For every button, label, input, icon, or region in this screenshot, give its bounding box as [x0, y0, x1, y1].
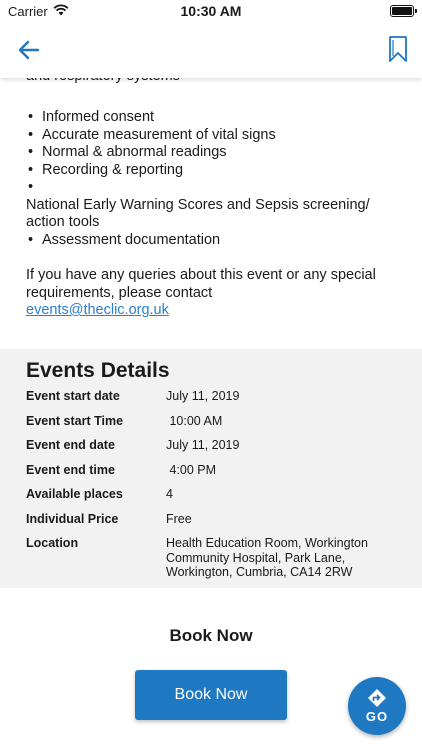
detail-row-location: [26, 536, 396, 580]
go-label: GO: [365, 709, 389, 724]
detail-row-end-date: [26, 438, 396, 463]
nav-bar: [0, 22, 422, 78]
events-details-section: [0, 349, 422, 588]
detail-value: 4:00 PM: [166, 462, 217, 477]
queries-text: If you have any queries about this event or any special requirements, please contact events@theclic.org.uk: [26, 267, 376, 318]
status-bar: [0, 0, 422, 22]
detail-label: Event start Time: [26, 413, 124, 428]
detail-row-start-date: [26, 389, 396, 414]
description-text: [0, 68, 422, 320]
email-link[interactable]: events@theclic.org.uk: [26, 302, 169, 318]
bullet-list: [26, 109, 396, 197]
list-item: • Normal & abnormal readings: [28, 144, 227, 160]
directions-icon: [367, 688, 387, 708]
status-left: [8, 4, 69, 19]
detail-label: Location: [26, 536, 79, 550]
list-item: • Informed consent: [28, 109, 155, 125]
book-now-title: Book Now: [169, 626, 253, 645]
detail-row-individual-price: [26, 512, 396, 537]
detail-value: July 11, 2019: [166, 389, 240, 403]
list-item: •: [28, 179, 34, 195]
description-section: [0, 60, 422, 320]
detail-row-end-time: [26, 463, 396, 488]
detail-row-start-time: [26, 414, 396, 439]
detail-label: Available places: [26, 487, 123, 501]
battery-icon: [390, 5, 414, 17]
go-button[interactable]: [348, 677, 406, 735]
wifi-icon: [53, 4, 69, 19]
detail-label: Individual Price: [26, 511, 119, 526]
detail-value: 10:00 AM: [166, 413, 223, 428]
list-item: • Recording & reporting: [28, 161, 184, 178]
detail-label: Event start date: [26, 389, 120, 403]
detail-label: Event end time: [26, 462, 115, 477]
bookmark-button[interactable]: [388, 35, 408, 63]
detail-label: Event end date: [26, 438, 115, 452]
events-title: Events Details: [26, 359, 170, 382]
paragraph-text: National Early Warning Scores and Sepsis screening/ action tools: [26, 196, 370, 230]
detail-value: Free: [166, 511, 192, 526]
book-now-button[interactable]: Book Now: [135, 670, 287, 720]
detail-value: 4: [166, 487, 173, 501]
back-button[interactable]: [14, 36, 44, 64]
carrier-label: Carrier: [8, 3, 48, 19]
detail-row-available-places: [26, 487, 396, 512]
detail-value: Health Education Room, Workington Community Hospital, Park Lane, Workington, Cumbria, CA14 2RW: [166, 536, 368, 579]
bookmark-icon: [388, 35, 408, 63]
detail-value: July 11, 2019: [166, 438, 240, 452]
bullet-list: [26, 232, 396, 250]
list-item: • Accurate measurement of vital signs: [28, 126, 276, 143]
arrow-left-icon: [18, 40, 40, 60]
status-time: 10:30 AM: [180, 3, 242, 19]
list-item: • Assessment documentation: [28, 231, 221, 248]
